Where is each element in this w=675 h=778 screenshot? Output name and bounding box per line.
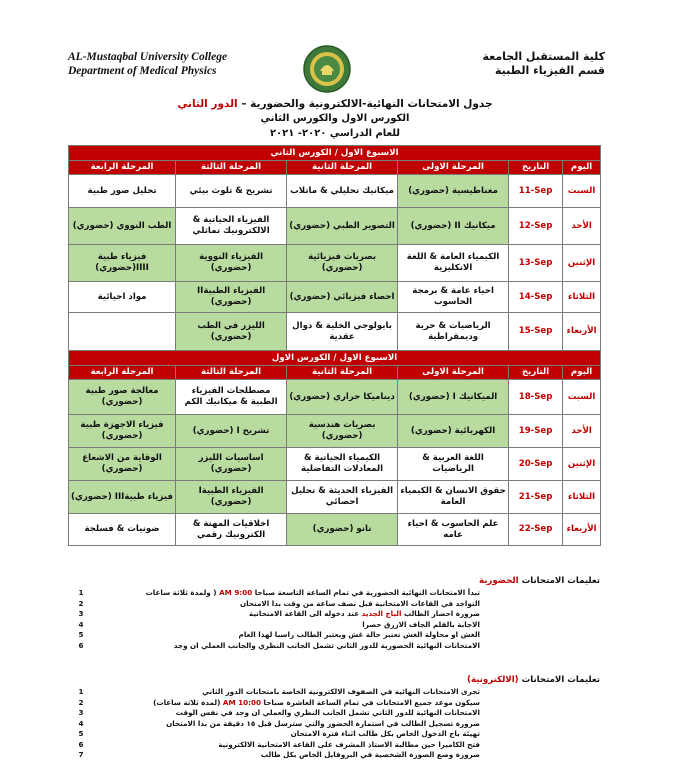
instruction-pre: ضرورة وضع الصورة الشخصية في البروفايل الخاص بكل طالب xyxy=(260,750,480,759)
date-cell: 21-Sep xyxy=(509,481,563,514)
table-row xyxy=(69,380,601,415)
column-header-row xyxy=(69,366,601,380)
instruction-text xyxy=(202,687,600,698)
exam-cell-stage-2: بصريات هندسية (حضوري) xyxy=(287,415,398,448)
exam-cell-stage-2: ميكانيك تحليلي & ماتلاب xyxy=(287,175,398,208)
instruction-pre: تبدأ الامتحانات النهائية الحضورية في تمام الساعة التاسعة صباحا xyxy=(254,588,480,597)
instruction-number: 6 xyxy=(78,739,84,749)
exam-cell-stage-1: حقوق الانسان & الكيمياء العامة xyxy=(398,481,509,514)
instruction-item xyxy=(70,641,600,652)
table-row xyxy=(69,514,601,546)
date-cell: 22-Sep xyxy=(509,514,563,546)
instruction-item xyxy=(70,620,600,631)
online-instructions xyxy=(70,675,600,761)
instruction-post: ( ولمدة ثلاثة ساعات xyxy=(145,588,217,597)
table-row xyxy=(69,208,601,245)
instruction-number: 1 xyxy=(78,687,84,696)
date-cell: 14-Sep xyxy=(509,282,563,313)
column-header-s3: المرحلة الثالثة xyxy=(176,161,287,175)
exam-cell-stage-4: معالجة صور طبية (حضوري) xyxy=(69,380,176,415)
table-row xyxy=(69,481,601,514)
date-cell: 18-Sep xyxy=(509,380,563,415)
schedule-title xyxy=(70,98,600,110)
column-header-row xyxy=(69,161,601,175)
instruction-post: عند دخوله الى القاعة الامتحانية xyxy=(248,609,360,618)
exam-cell-stage-1: الرياضيات & حرية وديمقراطية xyxy=(398,313,509,351)
in-person-instructions xyxy=(70,576,600,651)
exam-cell-stage-2: نانو (حضوري) xyxy=(287,514,398,546)
exam-cell-stage-3: تشريح I (حضوري) xyxy=(176,415,287,448)
week-title: الاسبوع الاول / الكورس الثاني xyxy=(69,146,601,161)
title-round: الدور الثاني xyxy=(177,98,238,110)
column-header-s3: المرحلة الثالثة xyxy=(176,366,287,380)
column-header-date: التاريخ xyxy=(509,366,563,380)
exam-cell-stage-4: الوقاية من الاشعاع (حضوري) xyxy=(69,448,176,481)
date-cell: 11-Sep xyxy=(509,175,563,208)
instruction-number: 2 xyxy=(78,697,84,707)
college-name-ar: كلية المستقبل الجامعة xyxy=(482,50,605,63)
exam-cell-stage-4: تحليل صور طبية xyxy=(69,175,176,208)
exam-cell-stage-3: الفيزياء الطبيةI (حضوري) xyxy=(176,481,287,514)
instruction-item xyxy=(70,687,600,698)
column-header-day: اليوم xyxy=(563,161,601,175)
title-main: جدول الامتحانات النهائية-الالكترونية والحضورية – xyxy=(241,98,493,110)
column-header-s2: المرحلة الثانية xyxy=(287,161,398,175)
exam-cell-stage-3: الفيزياء النووية (حضوري) xyxy=(176,245,287,282)
instruction-text xyxy=(176,708,600,719)
instruction-pre: الامتحانات النهائية الحضورية للدور الثاني تشمل الجانب النظري والجانب العملي ان وجد xyxy=(173,640,480,650)
table-row xyxy=(69,245,601,282)
table-row xyxy=(69,175,601,208)
instruction-number: 7 xyxy=(78,750,84,759)
exam-schedule-table xyxy=(68,145,601,546)
column-header-date: التاريخ xyxy=(509,161,563,175)
exam-cell-stage-4: مواد احيائية xyxy=(69,282,176,313)
instruction-number: 2 xyxy=(78,598,84,608)
exam-cell-stage-1: ميكانيك II (حضوري) xyxy=(398,208,509,245)
column-header-day: اليوم xyxy=(563,366,601,380)
exam-cell-stage-1: اللغة العربية & الرياضيات xyxy=(398,448,509,481)
exam-cell-stage-1: علم الحاسوب & احياء عامه xyxy=(398,514,509,546)
exam-cell-stage-2: ديناميكا حراري (حضوري) xyxy=(287,380,398,415)
instruction-text xyxy=(166,719,600,730)
column-header-s1: المرحلة الاولى xyxy=(398,366,509,380)
instruction-red: 9:00 AM xyxy=(219,588,253,597)
instruction-pre: سيكون موعد جميع الامتحانات في تمام الساعة العاشرة صباحا xyxy=(263,697,480,707)
exam-cell-stage-3: الفيزياء الحياتية & الالكترونيك تماثلي xyxy=(176,208,287,245)
week-title: الاسبوع الاول / الكورس الاول xyxy=(69,351,601,366)
instruction-text xyxy=(249,609,600,620)
instruction-number: 5 xyxy=(78,729,84,738)
column-header-s4: المرحلة الرابعة xyxy=(69,366,176,380)
instruction-text xyxy=(362,620,600,631)
instruction-number: 1 xyxy=(78,588,84,597)
instruction-pre: الاجابة بالقلم الجاف الازرق حصرا xyxy=(362,619,480,629)
exam-cell-stage-2: بايولوجي الخلية & دوال عقدية xyxy=(287,313,398,351)
academic-year: للعام الدراسي ٢٠٢٠- ٢٠٢١ xyxy=(269,128,401,139)
exam-cell-stage-3: مصطلحات الفيزياء الطبية & ميكانيك الكم xyxy=(176,380,287,415)
instruction-number: 3 xyxy=(78,708,84,717)
table-row xyxy=(69,415,601,448)
table-row xyxy=(69,448,601,481)
column-header-s2: المرحلة الثانية xyxy=(287,366,398,380)
instruction-red: الباج الجديد xyxy=(361,609,402,618)
exam-cell-stage-3: تشريح & تلوث بيئي xyxy=(176,175,287,208)
instruction-number: 5 xyxy=(78,630,84,639)
department-name-en: Department of Medical Physics xyxy=(68,65,217,77)
instructions-heading xyxy=(70,675,600,685)
instruction-item xyxy=(70,698,600,709)
college-logo-icon xyxy=(302,44,352,94)
exam-cell-stage-4: فيزياء طبيةIII (حضوري) xyxy=(69,481,176,514)
exam-cell-stage-2: احصاء فيزيائي (حضوري) xyxy=(287,282,398,313)
instruction-pre: ضرورة احضار الطالب xyxy=(403,609,480,618)
day-cell: الأربعاء xyxy=(563,313,601,351)
day-cell: الأحد xyxy=(563,208,601,245)
exam-cell-stage-3: الليزر في الطب (حضوري) xyxy=(176,313,287,351)
instruction-text xyxy=(261,750,600,761)
instruction-item xyxy=(70,599,600,610)
exam-cell-stage-2: الكيمياء الحياتية & المعادلات التفاضلية xyxy=(287,448,398,481)
exam-cell-stage-2: الفيزياء الحديثة & تحليل احصائي xyxy=(287,481,398,514)
instruction-post: (لمدة ثلاثة ساعات) xyxy=(153,697,221,707)
day-cell: السبت xyxy=(563,175,601,208)
heading-text: تعليمات الامتحانات xyxy=(521,576,600,586)
college-name-en: AL-Mustaqbal University College xyxy=(68,51,228,63)
day-cell: الأربعاء xyxy=(563,514,601,546)
exam-cell-stage-4: الطب النووي (حضوري) xyxy=(69,208,176,245)
table-row xyxy=(69,282,601,313)
column-header-s4: المرحلة الرابعة xyxy=(69,161,176,175)
heading-text: تعليمات الامتحانات xyxy=(521,675,600,685)
exam-cell-stage-2: التصوير الطبي (حضوري) xyxy=(287,208,398,245)
exam-cell-stage-4: ضونيات & فسلجة xyxy=(69,514,176,546)
arabic-header xyxy=(425,50,605,78)
exam-cell-stage-1: الكهربائية (حضوري) xyxy=(398,415,509,448)
instruction-red: 10:00 AM xyxy=(222,697,262,707)
heading-type: الحضورية xyxy=(478,576,519,586)
exam-cell-stage-1: الميكانيك I (حضوري) xyxy=(398,380,509,415)
exam-cell-stage-1: مغناطيسية (حضوري) xyxy=(398,175,509,208)
instruction-item xyxy=(70,719,600,730)
day-cell: الإثنين xyxy=(563,448,601,481)
instruction-pre: تهيئة باج الدخول الخاص بكل طالب اثناء فترة الامتحان xyxy=(290,729,480,738)
schedule-subtitle: الكورس الاول والكورس الثاني xyxy=(260,113,410,124)
instruction-pre: التواجد في القاعات الامتحانية قبل نصف ساعة من وقت بدا الامتحان xyxy=(240,598,480,608)
instruction-number: 4 xyxy=(78,619,84,629)
day-cell: الثلاثاء xyxy=(563,481,601,514)
day-cell: الثلاثاء xyxy=(563,282,601,313)
date-cell: 12-Sep xyxy=(509,208,563,245)
date-cell: 19-Sep xyxy=(509,415,563,448)
instruction-item xyxy=(70,750,600,761)
instruction-text xyxy=(291,729,600,740)
instruction-text xyxy=(240,599,600,610)
exam-cell-stage-3: اخلاقيات المهنة & الكترونيك رقمي xyxy=(176,514,287,546)
date-cell: 13-Sep xyxy=(509,245,563,282)
week-header-row xyxy=(69,351,601,366)
instruction-text xyxy=(146,588,600,599)
date-cell: 20-Sep xyxy=(509,448,563,481)
instruction-pre: فتح الكاميرا حين مطالبة الاستاذ المشرف على القاعة الامتحانية الالكترونية xyxy=(218,739,480,749)
instruction-number: 6 xyxy=(78,640,84,650)
instruction-pre: تجرى الامتحانات النهائية في الصفوف الالكترونية الخاصة بامتحانات الدور الثاني xyxy=(202,687,480,696)
instruction-text xyxy=(174,641,600,652)
column-header-s1: المرحلة الاولى xyxy=(398,161,509,175)
instruction-item xyxy=(70,708,600,719)
week-header-row xyxy=(69,146,601,161)
exam-cell-stage-2: بصريات فيزيائية (حضوري) xyxy=(287,245,398,282)
date-cell: 15-Sep xyxy=(509,313,563,351)
instruction-number: 4 xyxy=(78,718,84,728)
exam-cell-stage-1: احياء عامة & برمجة الحاسوب xyxy=(398,282,509,313)
exam-cell-stage-3: اساسيات الليزر (حضوري) xyxy=(176,448,287,481)
day-cell: السبت xyxy=(563,380,601,415)
instruction-pre: ضرورة تسجيل الطالب في استمارة الحضور والتي سترسل قبل ١٥ دقيقة من بدا الامتحان xyxy=(166,718,480,728)
instruction-text xyxy=(239,630,600,641)
exam-cell-stage-4: فيزياء الاجهزة طبية (حضوري) xyxy=(69,415,176,448)
instruction-text xyxy=(218,740,600,751)
instruction-item xyxy=(70,740,600,751)
instruction-pre: الغش او محاولة الغش تعتبر حالة غش ويعتبر الطالب راسبا لهذا العام xyxy=(238,630,480,639)
english-header xyxy=(68,50,288,78)
instruction-item xyxy=(70,729,600,740)
instruction-item xyxy=(70,588,600,599)
instructions-heading xyxy=(70,576,600,586)
heading-type: (الالكترونية) xyxy=(467,675,519,685)
exam-cell-stage-1: الكيمياء العامة & اللغة الانكليزية xyxy=(398,245,509,282)
department-name-ar: قسم الفيزياء الطبية xyxy=(495,64,605,77)
day-cell: الإثنين xyxy=(563,245,601,282)
instruction-pre: الامتحانات النهائية للدور الثاني تشمل الجانب النظري والعملي ان وجد في نفس الوقت xyxy=(175,708,480,717)
instruction-number: 3 xyxy=(78,609,84,618)
exam-cell-stage-4: فيزياء طبية IIII(حضوري) xyxy=(69,245,176,282)
instruction-item xyxy=(70,630,600,641)
instruction-item xyxy=(70,609,600,620)
exam-cell-stage-4 xyxy=(69,313,176,351)
instruction-text xyxy=(153,698,600,709)
day-cell: الأحد xyxy=(563,415,601,448)
exam-cell-stage-3: الفيزياء الطبيةII (حضوري) xyxy=(176,282,287,313)
table-row xyxy=(69,313,601,351)
